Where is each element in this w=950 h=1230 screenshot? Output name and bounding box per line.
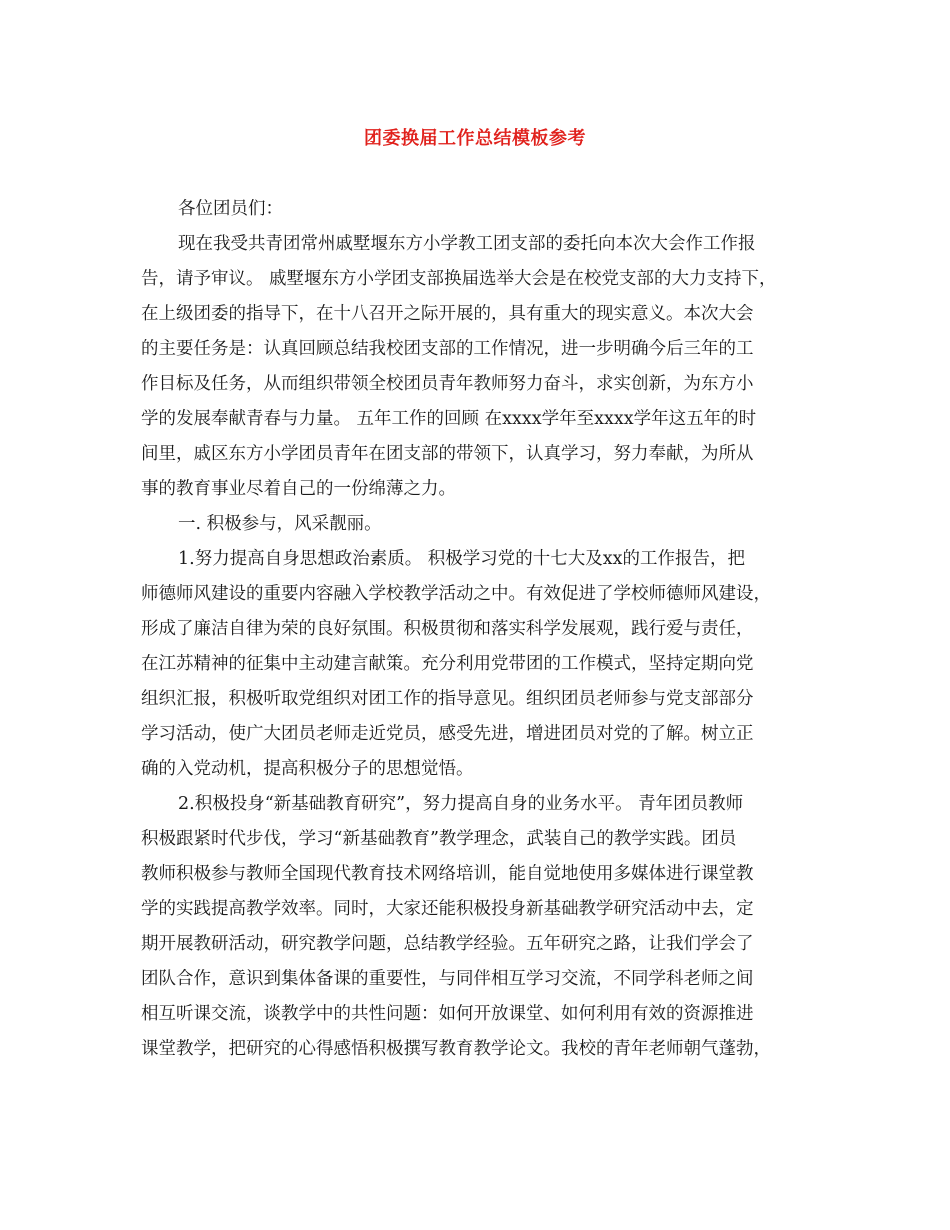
body-line: 积极跟紧时代步伐，学习“新基础教育”教学理念，武装自己的教学实践。团员 <box>141 829 737 849</box>
body-line: 形成了廉洁自律为荣的良好氛围。积极贯彻和落实科学发展观，践行爱与责任， <box>141 619 754 639</box>
body-line: 在上级团委的指导下，在十八召开之际开展的，具有重大的现实意义。本次大会 <box>141 304 754 324</box>
body-line: 团队合作，意识到集体备课的重要性，与同伴相互学习交流，不同学科老师之间 <box>141 969 754 989</box>
body-line: 期开展教研活动，研究教学问题，总结教学经验。五年研究之路，让我们学会了 <box>141 934 754 954</box>
body-line: 一. 积极参与，风采靓丽。 <box>178 514 382 534</box>
body-line: 间里，戚区东方小学团员青年在团支部的带领下，认真学习，努力奉献，为所从 <box>141 444 754 464</box>
body-line: 师德师风建设的重要内容融入学校教学活动之中。有效促进了学校师德师风建设， <box>141 584 771 604</box>
body-line: 组织汇报，积极听取党组织对团工作的指导意见。组织团员老师参与党支部部分 <box>141 689 754 709</box>
body-line: 学的发展奉献青春与力量。 五年工作的回顾 在xxxx学年至xxxx学年这五年的时 <box>141 409 757 429</box>
body-line: 作目标及任务，从而组织带领全校团员青年教师努力奋斗，求实创新，为东方小 <box>141 374 754 394</box>
body-line: 教师积极参与教师全国现代教育技术网络培训，能自觉地使用多媒体进行课堂教 <box>141 864 754 884</box>
body-line: 在江苏精神的征集中主动建言献策。充分利用党带团的工作模式，坚持定期向党 <box>141 654 754 674</box>
body-line: 相互听课交流，谈教学中的共性问题：如何开放课堂、如何利用有效的资源推进 <box>141 1004 754 1024</box>
document-title: 团委换届工作总结模板参考 <box>364 128 586 149</box>
body-line: 各位团员们： <box>178 199 283 219</box>
body-line: 确的入党动机，提高积极分子的思想觉悟。 <box>141 759 474 779</box>
body-line: 2.积极投身“新基础教育研究”，努力提高自身的业务水平。 青年团员教师 <box>178 794 744 814</box>
body-line: 学的实践提高教学效率。同时，大家还能积极投身新基础教学研究活动中去，定 <box>141 899 754 919</box>
body-line: 课堂教学，把研究的心得感悟积极撰写教育教学论文。我校的青年老师朝气蓬勃， <box>141 1039 771 1059</box>
document-body <box>141 192 813 1067</box>
body-line: 告，请予审议。 戚墅堰东方小学团支部换届选举大会是在校党支部的大力支持下， <box>141 269 777 289</box>
body-line: 学习活动，使广大团员老师走近党员，感受先进，增进团员对党的了解。树立正 <box>141 724 754 744</box>
body-line: 事的教育事业尽着自己的一份绵薄之力。 <box>141 479 456 499</box>
body-line: 的主要任务是：认真回顾总结我校团支部的工作情况，进一步明确今后三年的工 <box>141 339 754 359</box>
body-line: 现在我受共青团常州戚墅堰东方小学教工团支部的委托向本次大会作工作报 <box>178 234 756 254</box>
body-line: 1.努力提高自身思想政治素质。 积极学习党的十七大及xx的工作报告，把 <box>178 549 745 569</box>
